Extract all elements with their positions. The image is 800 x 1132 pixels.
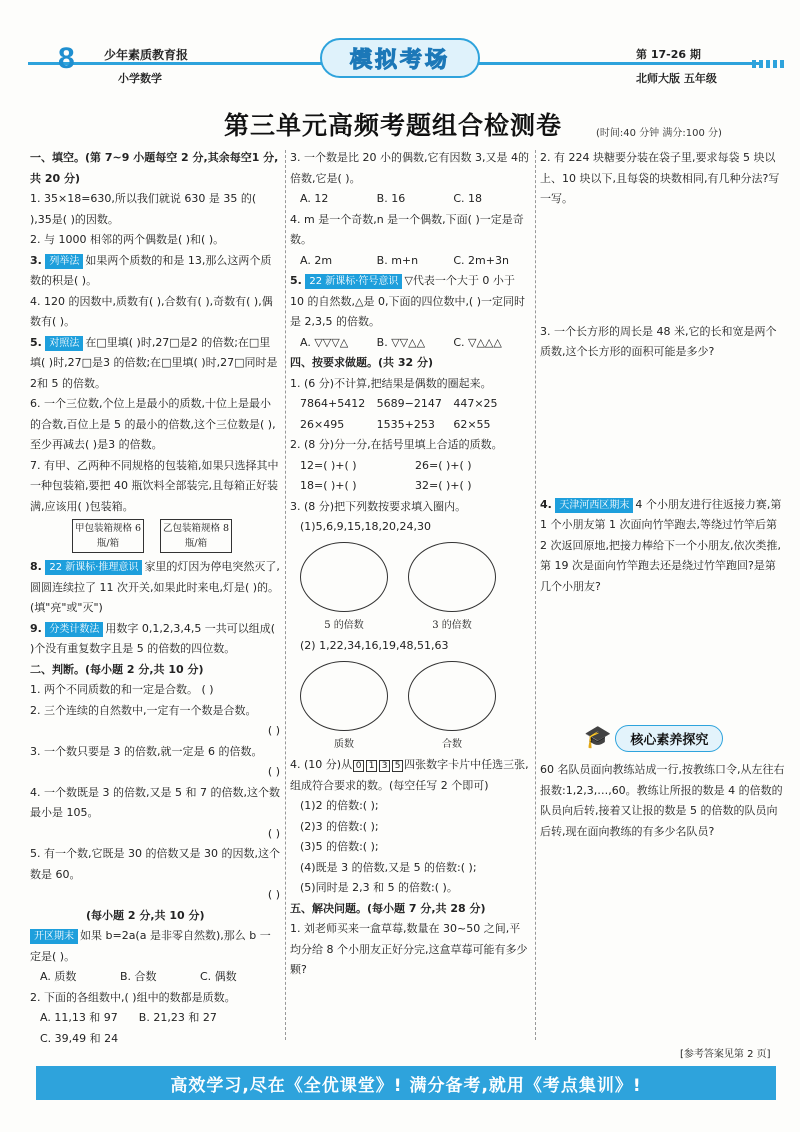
answer-space[interactable]	[540, 363, 785, 495]
header-stripes	[752, 60, 786, 68]
op-4-line[interactable]: (3)5 的倍数:( );	[300, 840, 379, 853]
digit-card: 5	[392, 760, 403, 772]
choice-text: 如果 b=2a(a 是非零自然数),那么 b 一定是( )。	[30, 929, 271, 963]
core-literacy-header	[584, 725, 785, 752]
problem-1: 1. 刘老师买来一盒草莓,数量在 30~50 之间,平均分给 8 个小朋友正好分完,这盒草莓可能有多少颗?	[290, 922, 528, 976]
section-fill-blank: 一、填空。(第 7~9 小题每空 2 分,其余每空1 分,共 20 分)	[30, 151, 279, 185]
choice-text: ▽代表一个大于 0 小于 10 的自然数,△是 0,下面的四位数中,( )一定同时是 2,3,5 的倍数。	[290, 274, 526, 328]
option-a[interactable]: A. 12	[300, 192, 329, 205]
problem-text: 4 个小朋友进行往返接力赛,第 1 个小朋友第 1 次面向竹竿跑去,等绕过竹竿后第 2 次返回原地,把接力棒给下一个小朋友,依次类推,第 19 次是面向竹竿跑去还是绕过竹竿跑回?是第几个小朋友?	[540, 497, 782, 593]
oval-label: 质数	[334, 738, 354, 750]
prime-split[interactable]: 18=( )+( )	[300, 479, 357, 492]
core-literacy-title: 核心素养探究	[615, 725, 723, 752]
issue-label: 第 17-26 期	[636, 48, 701, 61]
oval-label: 5 的倍数	[324, 619, 364, 631]
column-right	[540, 148, 785, 842]
oval-composites[interactable]	[408, 661, 496, 731]
op-3: 3. (8 分)把下列数按要求填入圈内。	[290, 499, 467, 513]
box-spec-b: 乙包装箱规格 8 瓶/箱	[160, 519, 232, 553]
choice-3-options	[290, 189, 530, 210]
op-4-line[interactable]: (5)同时是 2,3 和 5 的倍数:( )。	[300, 881, 458, 894]
answer-space[interactable]	[540, 597, 785, 717]
source-tag: 天津河西区期末	[555, 498, 633, 513]
question-text: 家里的灯因为停电突然灭了,圆圆连续拉了 11 次开关,如果此时来电,灯是( )的。(填"亮"或"灭")	[30, 560, 280, 614]
question-6: 6. 一个三位数,个位上是最小的质数,十位上是最小的合数,百位上是 5 的最小的倍数,这个三位数是( ),至少再减去( )是3 的倍数。	[30, 397, 276, 451]
oval-group-2	[300, 661, 530, 756]
package-boxes	[72, 519, 280, 553]
section-operations: 四、按要求做题。(共 32 分)	[290, 356, 434, 369]
oval-multiples-5[interactable]	[300, 542, 388, 612]
choice-1-options	[30, 967, 280, 988]
method-tag: 22 新课标·推理意识	[45, 560, 142, 575]
op-4-head: 4. (10 分)从	[290, 758, 353, 771]
problem-2: 2. 有 224 块糖要分装在袋子里,要求每袋 5 块以上、10 块以下,且每袋的块数相同,有几种分法?写一写。	[540, 151, 780, 205]
expression[interactable]: 1535+253	[376, 417, 435, 431]
answer-blank[interactable]: ( )	[267, 826, 280, 840]
answer-blank[interactable]: ( )	[267, 724, 280, 737]
op-2-row	[290, 476, 530, 497]
choice-5: 5. 22 新课标·符号意识 ▽代表一个大于 0 小于 10 的自然数,△是 0,下面的四位数中,( )一定同时是 2,3,5 的倍数。	[290, 274, 526, 328]
digit-card: 1	[366, 760, 377, 772]
question-1: 1. 35×18=630,所以我们就说 630 是 35 的( ),35是( )的因数。	[30, 192, 257, 226]
oval-label: 合数	[442, 738, 462, 750]
paper-name: 少年素质教育报	[104, 48, 189, 62]
oval-wrapper	[300, 661, 388, 756]
judge-3: 3. 一个数只要是 3 的倍数,就一定是 6 的倍数。	[30, 744, 263, 758]
op-4	[290, 755, 530, 796]
question-2: 2. 与 1000 相邻的两个偶数是( )和( )。	[30, 233, 225, 246]
op-2-row	[290, 456, 530, 477]
answer-blank[interactable]: ( )	[267, 765, 280, 778]
choice-2: 2. 下面的各组数中,( )组中的数都是质数。	[30, 990, 236, 1004]
judge-text: 1. 两个不同质数的和一定是合数。	[30, 683, 198, 696]
box-spec-a: 甲包装箱规格 6 瓶/箱	[72, 519, 144, 553]
page-header	[0, 0, 800, 100]
question-4: 4. 120 的因数中,质数有( ),合数有( ),奇数有( ),偶数有( )。	[30, 294, 273, 328]
choice-4: 4. m 是一个奇数,n 是一个偶数,下面( )一定是奇数。	[290, 212, 524, 246]
column-left	[30, 148, 280, 1049]
question-7: 7. 有甲、乙两种不同规格的包装箱,如果只选择其中一种包装箱,要把 40 瓶饮料全部装完,且每箱正好装满,应该用( )包装箱。	[30, 458, 279, 513]
option-a[interactable]: A. ▽▽▽△	[300, 335, 349, 349]
prime-split[interactable]: 12=( )+( )	[300, 458, 357, 472]
graduation-cap-icon: 🎓	[584, 725, 612, 751]
question-3: 3. 列举法 如果两个质数的和是 13,那么这两个质数的积是( )。	[30, 253, 272, 287]
answer-space[interactable]	[540, 210, 785, 322]
column-divider	[285, 150, 286, 1040]
judge-2: 2. 三个连续的自然数中,一定有一个数是合数。	[30, 703, 257, 717]
judge-1	[30, 680, 280, 701]
question-8: 8. 22 新课标·推理意识 家里的灯因为停电突然灭了,圆圆连续拉了 11 次开关,如果此时来电,灯是( )的。(填"亮"或"灭")	[30, 560, 280, 614]
method-tag: 22 新课标·符号意识	[305, 274, 402, 289]
question-text: 在□里填( )时,27□是2 的倍数;在□里填( )时,27□是3 的倍数;在□里填( )时,27□同时是 2和 5 的倍数。	[30, 335, 278, 390]
banner-text: 模拟考场	[349, 47, 450, 73]
option-c[interactable]: C. ▽△△△	[453, 335, 502, 349]
option-c[interactable]: C. 2m+3n	[453, 253, 509, 267]
judge-4: 4. 一个数既是 3 的倍数,又是 5 和 7 的倍数,这个数最小是 105。	[30, 785, 280, 819]
edition-label: 北师大版 五年级	[636, 72, 717, 85]
column-middle	[290, 148, 530, 981]
problem-3: 3. 一个长方形的周长是 48 米,它的长和宽是两个质数,这个长方形的面积可能是多少?	[540, 324, 777, 358]
method-tag: 列举法	[45, 254, 83, 269]
option-b[interactable]: B. 21,23 和 27	[138, 1011, 217, 1024]
number-set-1: (1)5,6,9,15,18,20,24,30	[300, 520, 432, 533]
footer-banner	[36, 1066, 776, 1100]
section-choice: (每小题 2 分,共 10 分)	[86, 908, 205, 922]
option-a[interactable]: A. 11,13 和 97	[40, 1011, 118, 1024]
question-text: 如果两个质数的和是 13,那么这两个质数的积是( )。	[30, 253, 272, 287]
question-9: 9. 分类计数法 用数字 0,1,2,3,4,5 一共可以组成( )个没有重复数字且是 5 的倍数的四位数。	[30, 621, 276, 655]
expression[interactable]: 5689−2147	[376, 397, 442, 410]
method-tag: 对照法	[45, 336, 83, 351]
source-tag: 开区期末	[30, 929, 78, 944]
digit-card: 3	[379, 760, 390, 772]
section-judge: 二、判断。(每小题 2 分,共 10 分)	[30, 662, 204, 676]
answer-blank[interactable]: ( )	[201, 683, 214, 696]
column-divider	[535, 150, 536, 1040]
op-4-line[interactable]: (4)既是 3 的倍数,又是 5 的倍数:( );	[300, 860, 477, 874]
expression[interactable]: 26×495	[300, 417, 345, 431]
prime-split[interactable]: 26=( )+( )	[415, 458, 472, 472]
op-2: 2. (8 分)分一分,在括号里填上合适的质数。	[290, 438, 503, 451]
oval-multiples-3[interactable]	[408, 542, 496, 612]
option-c[interactable]: C. 18	[453, 192, 483, 205]
answer-blank[interactable]: ( )	[267, 888, 280, 901]
section-banner	[320, 38, 480, 78]
question-5: 5. 对照法 在□里填( )时,27□是2 的倍数;在□里填( )时,27□是3 的倍数;在□里填( )时,27□同时是 2和 5 的倍数。	[30, 335, 278, 390]
op-4-tail: 四张数字卡片中任选三张,组成符合要求的数。(每空任写 2 个即可)	[290, 758, 529, 792]
number-set-2: (2) 1,22,34,16,19,48,51,63	[300, 639, 449, 652]
op-1: 1. (6 分)不计算,把结果是偶数的圈起来。	[290, 376, 492, 390]
prime-split[interactable]: 32=( )+( )	[415, 479, 472, 492]
digit-card: 0	[353, 760, 364, 772]
option-b[interactable]: B. 16	[376, 192, 406, 205]
option-b[interactable]: B. 合数	[120, 970, 157, 983]
page-title: 第三单元高频考题组合检测卷	[224, 111, 563, 140]
judge-5: 5. 有一个数,它既是 30 的倍数又是 30 的因数,这个数是 60。	[30, 847, 280, 881]
choice-2-options	[30, 1008, 280, 1049]
oval-label: 3 的倍数	[432, 619, 472, 631]
op-1-row	[290, 415, 530, 436]
method-tag: 分类计数法	[45, 622, 103, 637]
answer-reference: [参考答案见第 2 页]	[680, 1049, 771, 1060]
oval-primes[interactable]	[300, 661, 388, 731]
option-b[interactable]: B. ▽▽△△	[376, 335, 426, 349]
oval-group-1	[300, 542, 530, 637]
op-4-line[interactable]: (1)2 的倍数:( );	[300, 799, 379, 812]
choice-4-options	[290, 251, 530, 272]
section-problems: 五、解决问题。(每小题 7 分,共 28 分)	[290, 901, 486, 915]
time-info: (时间:40 分钟 满分:100 分)	[596, 128, 722, 139]
oval-wrapper	[408, 542, 496, 637]
oval-wrapper	[300, 542, 388, 637]
expression[interactable]: 62×55	[453, 417, 491, 431]
op-4-line[interactable]: (2)3 的倍数:( );	[300, 819, 379, 833]
core-question: 60 名队员面向教练站成一行,按教练口令,从左往右报数:1,2,3,…,60。教练让所报的数是 4 的倍数的队员向后转,接着又让报的数是 5 的倍数的队员向后转,现在面向教练的有多少名队员?	[540, 763, 785, 838]
option-a[interactable]: A. 2m	[300, 253, 333, 267]
option-c[interactable]: C. 39,49 和 24	[40, 1031, 119, 1045]
choice-1	[30, 926, 280, 967]
op-1-row	[290, 394, 530, 415]
choice-5-options	[290, 333, 530, 354]
problem-4: 4. 天津河西区期末 4 个小朋友进行往返接力赛,第 1 个小朋友第 1 次面向竹竿跑去,等绕过竹竿后第 2 次返回原地,把接力棒给下一个小朋友,依次类推,第 19 次是面向竹竿跑去还是绕过竹竿跑回?是第几个小朋友?	[540, 497, 782, 593]
page-number: 8	[58, 42, 75, 75]
oval-wrapper	[408, 661, 496, 756]
expression[interactable]: 7864+5412	[300, 397, 366, 410]
footer-slogan: 高效学习,尽在《全优课堂》! 满分备考,就用《考点集训》!	[170, 1075, 642, 1096]
question-text: 用数字 0,1,2,3,4,5 一共可以组成( )个没有重复数字且是 5 的倍数的四位数。	[30, 621, 276, 655]
option-c[interactable]: C. 偶数	[200, 970, 237, 983]
option-b[interactable]: B. m+n	[376, 253, 419, 267]
subject-label: 小学数学	[118, 72, 162, 85]
choice-3: 3. 一个数是比 20 小的偶数,它有因数 3,又是 4的倍数,它是( )。	[290, 151, 529, 185]
option-a[interactable]: A. 质数	[40, 970, 77, 983]
expression[interactable]: 447×25	[453, 397, 498, 410]
